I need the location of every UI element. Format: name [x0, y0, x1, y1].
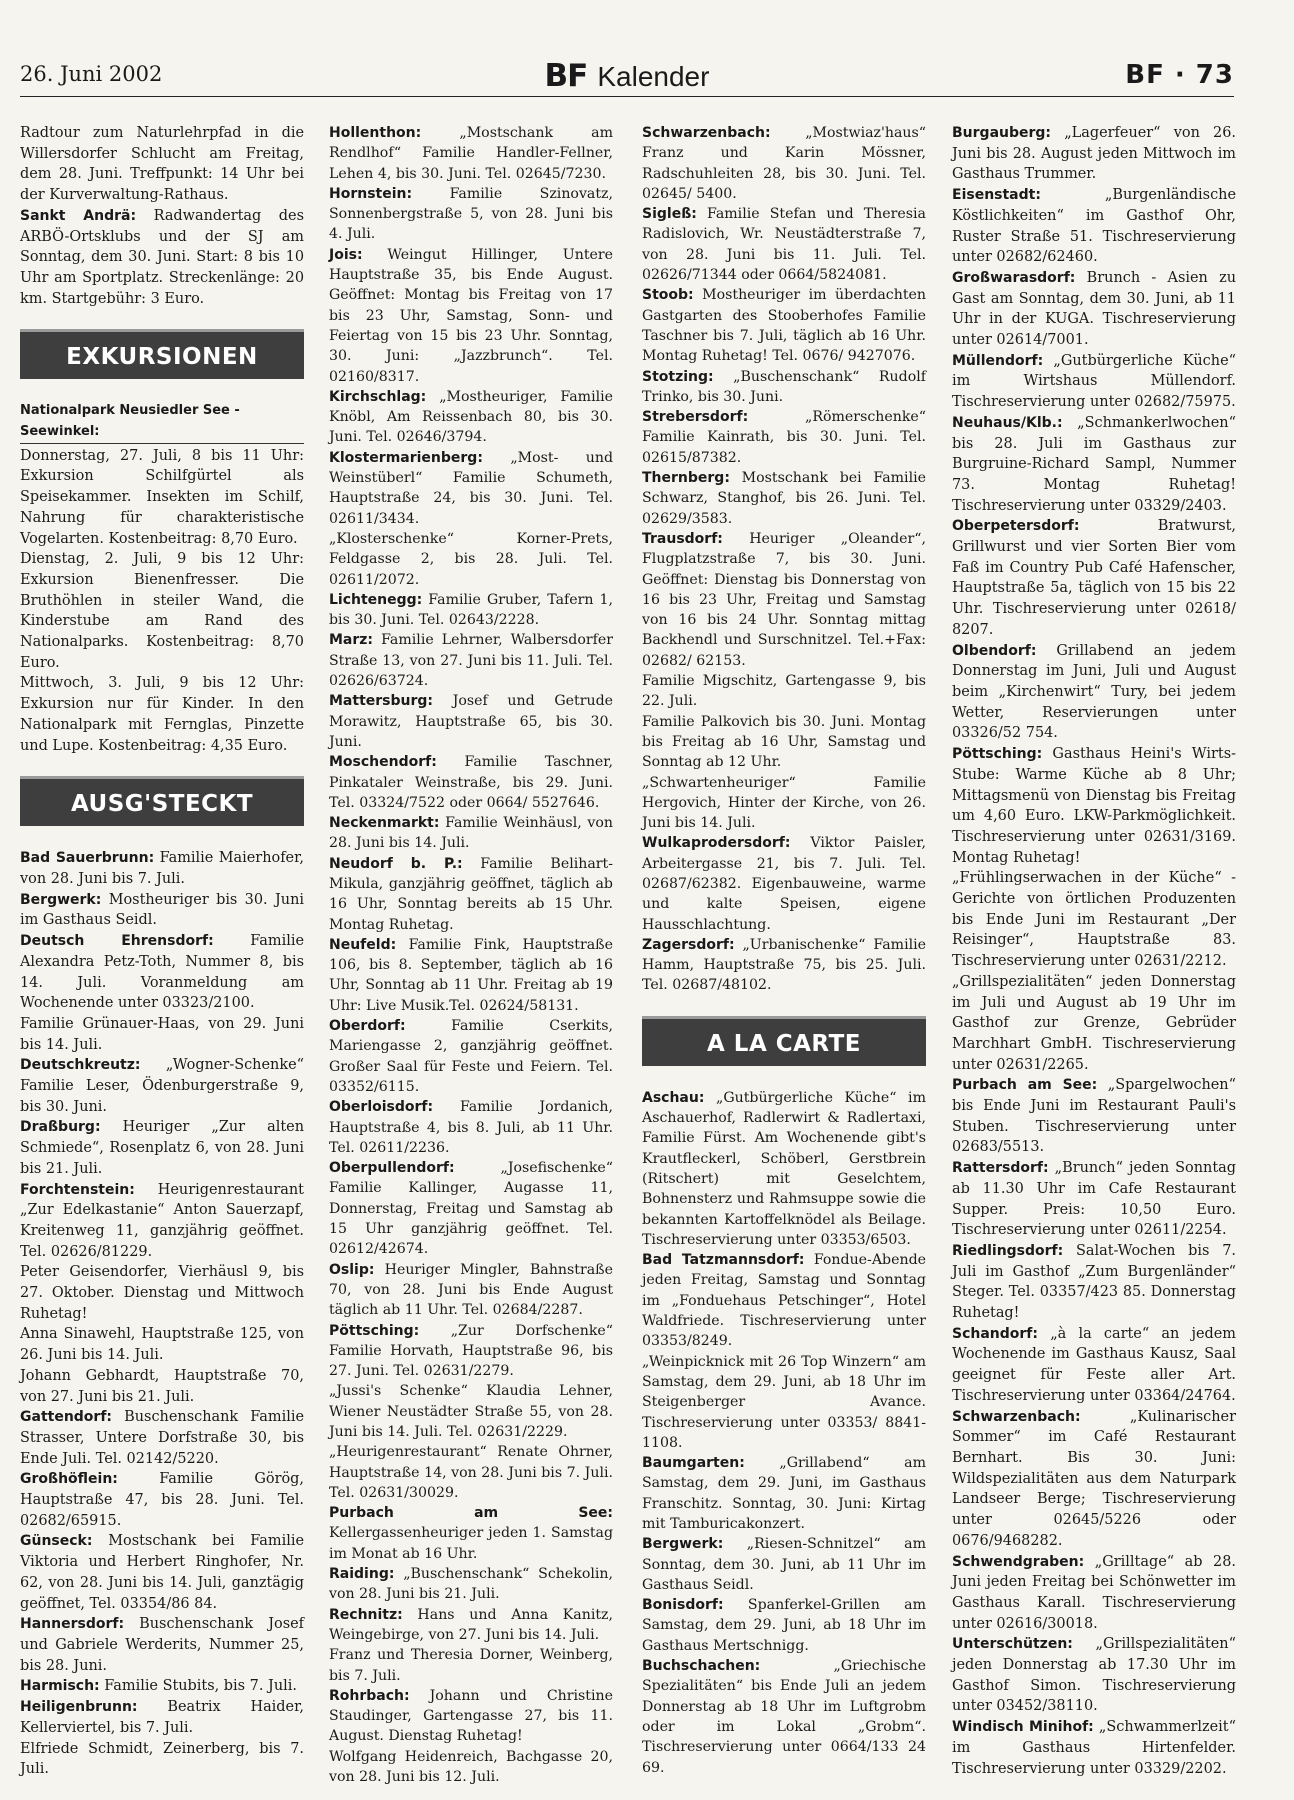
place-name: Sankt Andrä:: [20, 207, 137, 224]
list-item: Olbendorf: Grillabend an jedem Donnerstag im Juni, Juli und August beim „Kirchenwirt“ Tury, bei jedem Wetter, Reservierungen unter 03326/52 754.: [952, 642, 1236, 742]
place-name: Stotzing:: [642, 368, 714, 385]
list-item: Oberpetersdorf: Bratwurst, Grillwurst und vier Sorten Bier vom Faß im Country Pub Café Hafenscher, Hauptstraße 5a, täglich von 15 bis 22 Uhr. Tischreservierung unter 02618/ 8207.: [952, 518, 1236, 638]
place-name: Schwendgraben:: [952, 1553, 1085, 1570]
place-name: Trausdorf:: [642, 530, 723, 547]
list-item: Deutschkreutz: „Wogner-Schenke“ Familie Leser, Ödenburgerstraße 9, bis 30. Juni.: [20, 1057, 304, 1115]
place-name: Strebersdorf:: [642, 409, 749, 426]
place-name: Wulkaprodersdorf:: [642, 835, 791, 852]
place-name: Pöttsching:: [329, 1322, 420, 1339]
list-item: Schandorf: „à la carte“ an jedem Wochenende im Gasthaus Kausz, Saal geeignet für Feste aller Art. Tischreservierung unter 03364/24764.: [952, 1325, 1236, 1404]
list-item: Bonisdorf: Spanferkel-Grillen am Samstag, dem 29. Juni, ab 18 Uhr im Gasthaus Mertschnigg.: [642, 1597, 926, 1654]
list-item: Stoob: Mostheuriger im überdachten Gastgarten des Stooberhofes Familie Taschner bis 7. Juli, täglich ab 16 Uhr. Montag Ruhetag! Tel. 0676/ 9427076.: [642, 287, 926, 365]
place-name: Raiding:: [329, 1566, 395, 1583]
list-item: „Jussi's Schenke“ Klaudia Lehner, Wiener Neustädter Straße 55, von 28. Juni bis 14. Juli. Tel. 02631/2229.: [329, 1383, 613, 1440]
place-name: Neuhaus/Klb.:: [952, 414, 1063, 431]
place-name: Hannersdorf:: [20, 1616, 125, 1633]
list-item: Großwarasdorf: Brunch - Asien zu Gast am Sonntag, dem 30. Juni, ab 11 Uhr in der KUGA. Tischreservierung unter 02614/7001.: [952, 269, 1236, 349]
list-item: Purbach am See: „Spargelwochen“ bis Ende Juni im Restaurant Pauli's Stuben. Tischreservierung unter 02683/5513.: [952, 1077, 1236, 1156]
column-1: [20, 123, 304, 1780]
list-item: Neckenmarkt: Familie Weinhäusl, von 28. Juni bis 14. Juli.: [329, 815, 613, 852]
list-item: Oberpullendorf: „Josefischenke“ Familie Kallinger, Augasse 11, Donnerstag, Freitag und Samstag ab 15 Uhr ganzjährig geöffnet. Tel. 02612/42674.: [329, 1160, 613, 1258]
list-item: Burgauberg: „Lagerfeuer“ von 26. Juni bis 28. August jeden Mittwoch im Gasthaus Trummer.: [952, 125, 1236, 183]
column-3: [642, 123, 926, 1778]
place-name: Oberloisdorf:: [329, 1099, 434, 1116]
place-name: Oberpetersdorf:: [952, 518, 1080, 535]
list-item: Neufeld: Familie Fink, Hauptstraße 106, bis 8. September, täglich ab 16 Uhr, Sonntag ab 11 Uhr. Freitag ab 19 Uhr: Live Musik.Tel. 02624/58131.: [329, 936, 613, 1014]
place-name: Windisch Minihof:: [952, 1719, 1094, 1736]
list-item: „Heurigenrestaurant“ Renate Ohrner, Hauptstraße 14, von 28. Juni bis 7. Juli. Tel. 02631/30029.: [329, 1444, 613, 1501]
list-item: Radtour zum Naturlehrpfad in die Willersdorfer Schlucht am Freitag, dem 28. Juni. Treffpunkt: 14 Uhr bei der Kurverwaltung-Rathaus.: [20, 125, 304, 204]
place-name: Bergwerk:: [642, 1536, 724, 1553]
list-item: Bergwerk: „Riesen-Schnitzel“ am Sonntag, dem 30. Juni, ab 11 Uhr im Gasthaus Seidl.: [642, 1536, 926, 1593]
list-item: Schwendgraben: „Grilltage“ ab 28. Juni jeden Freitag bei Schönwetter im Gasthaus Karall. Tischreservierung unter 02616/30018.: [952, 1553, 1236, 1632]
list-item: Gattendorf: Buschenschank Familie Strasser, Untere Dorfstraße 30, bis Ende Juli. Tel. 02142/5220.: [20, 1409, 304, 1467]
list-item: Peter Geisendorfer, Vierhäusl 9, bis 27. Oktober. Dienstag und Mittwoch Ruhetag!: [20, 1264, 304, 1322]
place-name: Lichtenegg:: [329, 591, 423, 608]
place-name: Neckenmarkt:: [329, 815, 440, 832]
place-name: Oslip:: [329, 1261, 375, 1278]
list-item: Rattersdorf: „Brunch“ jeden Sonntag ab 11.30 Uhr im Cafe Restaurant Supper. Preis: 10,50 Euro. Tischreservierung unter 02611/2254.: [952, 1160, 1236, 1239]
list-item: Hannersdorf: Buschenschank Josef und Gabriele Werderits, Nummer 25, bis 28. Juni.: [20, 1616, 304, 1674]
place-name: Hornstein:: [329, 185, 413, 202]
list-item: Johann Gebhardt, Hauptstraße 70, von 27. Juni bis 21. Juli.: [20, 1367, 304, 1405]
place-name: Rohrbach:: [329, 1687, 410, 1704]
list-item: Harmisch: Familie Stubits, bis 7. Juli.: [20, 1678, 297, 1695]
place-name: Klostermarienberg:: [329, 449, 483, 466]
list-item: Neudorf b. P.: Familie Belihart-Mikula, ganzjährig geöffnet, täglich ab 16 Uhr, Sonntag bereits ab 15 Uhr. Montag Ruhetag.: [329, 855, 613, 933]
place-name: Jois:: [329, 246, 363, 263]
place-name: Moschendorf:: [329, 754, 437, 771]
list-item: Familie Grünauer-Haas, von 29. Juni bis 14. Juli.: [20, 1015, 304, 1053]
list-item: Anna Sinawehl, Hauptstraße 125, von 26. Juni bis 14. Juli.: [20, 1326, 304, 1364]
list-item: Neuhaus/Klb.: „Schmankerlwochen“ bis 28. Juli im Gasthaus zur Burgruine-Richard Sampl, Nummer 73. Montag Ruhetag! Tischreservierung unter 03329/2403.: [952, 414, 1236, 514]
list-item: Forchtenstein: Heurigenrestaurant „Zur Edelkastanie“ Anton Sauerzapf, Kreitenweg 11, ganzjährig geöffnet. Tel. 02626/81229.: [20, 1181, 304, 1260]
list-item: Hollenthon: „Mostschank am Rendlhof“ Familie Handler-Fellner, Lehen 4, bis 30. Juni. Tel. 02645/7230.: [329, 125, 613, 182]
list-item: Klostermarienberg: „Most- und Weinstüberl“ Familie Schumeth, Hauptstraße 24, bis 30. Juni. Tel. 02611/3434.: [329, 449, 613, 527]
list-item: Rohrbach: Johann und Christine Staudinger, Gartengasse 27, bis 11. August. Dienstag Ruhetag!: [329, 1687, 613, 1745]
place-name: Draßburg:: [20, 1119, 101, 1136]
place-name: Deutsch Ehrensdorf:: [20, 933, 214, 950]
place-name: Purbach am See:: [952, 1077, 1098, 1094]
list-item: Pöttsching: Gasthaus Heini's Wirts-Stube: Warme Küche ab 8 Uhr; Mittagsmenü von Dienstag bis Freitag um 4,60 Euro. LKW-Parkmöglichkeit. Tischreservierung unter 02631/3169. Montag Ruhetag!: [952, 746, 1236, 866]
section-banner-ausgsteckt: AUSG'STECKT: [20, 776, 304, 826]
page-header: [20, 58, 1234, 97]
list-item: Zagersdorf: „Urbanischenke“ Familie Hamm, Hauptstraße 75, bis 25. Juli. Tel. 02687/48102.: [642, 936, 926, 994]
list-item: Draßburg: Heuriger „Zur alten Schmiede“, Rosenplatz 6, von 28. Juni bis 21. Juli.: [20, 1119, 304, 1177]
list-item: Hornstein: Familie Szinovatz, Sonnenbergstraße 5, von 28. Juni bis 4. Juli.: [329, 185, 613, 243]
place-name: Oberpullendorf:: [329, 1160, 455, 1177]
place-name: Schwarzenbach:: [952, 1408, 1081, 1425]
list-item: Unterschützen: „Grillspezialitäten“ jeden Donnerstag ab 17.30 Uhr im Gasthof Simon. Tischreservierung unter 03452/38110.: [952, 1636, 1236, 1715]
list-item: Jois: Weingut Hillinger, Untere Hauptstraße 35, bis Ende August. Geöffnet: Montag bis Freitag von 17 bis 23 Uhr, Samstag, Sonn- und Feiertag von 15 bis 23 Uhr. Sonntag, 30. Juni: „Jazzbrunch“. Tel. 02160/8317.: [329, 246, 613, 385]
place-name: Rattersdorf:: [952, 1160, 1049, 1177]
list-item: Strebersdorf: „Römerschenke“ Familie Kainrath, bis 30. Juni. Tel. 02615/87382.: [642, 409, 926, 466]
place-name: Hollenthon:: [329, 125, 422, 141]
list-item: Stotzing: „Buschenschank“ Rudolf Trinko, bis 30. Juni.: [642, 368, 926, 405]
section-title: [20, 58, 1234, 94]
list-item: Bad Sauerbrunn: Familie Maierhofer, von 28. Juni bis 7. Juli.: [20, 850, 304, 887]
place-name: Neudorf b. P.:: [329, 855, 463, 872]
list-item: Deutsch Ehrensdorf: Familie Alexandra Petz-Toth, Nummer 8, bis 14. Juli. Voranmeldung am Wochenende unter 03323/2100.: [20, 933, 304, 1012]
place-name: Harmisch:: [20, 1678, 100, 1695]
place-name: Günseck:: [20, 1533, 93, 1550]
list-item: Sankt Andrä: Radwandertag des ARBÖ-Ortsklubs und der SJ am Sonntag, dem 30. Juni. Start: 8 bis 10 Uhr am Sportplatz. Streckenlänge: 20 km. Startgebühr: 3 Euro.: [20, 207, 304, 307]
list-item: Pöttsching: „Zur Dorfschenke“ Familie Horvath, Hauptstraße 96, bis 27. Juni. Tel. 02631/2279.: [329, 1322, 613, 1380]
place-name: Olbendorf:: [952, 642, 1037, 659]
list-item: Günseck: Mostschank bei Familie Viktoria und Herbert Ringhofer, Nr. 62, von 28. Juni bis 14. Juli, ganztägig geöffnet, Tel. 03354/86 84.: [20, 1533, 304, 1612]
list-item: Oberloisdorf: Familie Jordanich, Hauptstraße 4, bis 8. Juli, ab 11 Uhr. Tel. 02611/2236.: [329, 1099, 613, 1156]
list-item: Schwarzenbach: „Mostwiaz'haus“ Franz und Karin Mössner, Radschuhleiten 28, bis 30. Juni. Tel. 02645/ 5400.: [642, 125, 926, 202]
section-banner-a-la-carte: A LA CARTE: [642, 1016, 926, 1066]
list-item: „Schwartenheuriger“ Familie Hergovich, Hinter der Kirche, von 26. Juni bis 14. Juli.: [642, 774, 926, 832]
place-name: Purbach am See:: [329, 1505, 613, 1522]
column-4: [952, 123, 1236, 1779]
list-item: „Klosterschenke“ Korner-Prets, Feldgasse 2, bis 28. Juli. Tel. 02611/2072.: [329, 530, 613, 588]
list-item: „Frühlingserwachen in der Küche“ - Gerichte von örtlichen Produzenten bis Ende Juni im Restaurant „Der Reisinger“, Hauptstraße 83. Tischreservierung unter 02631/2212.: [952, 870, 1236, 970]
list-item: Oslip: Heuriger Mingler, Bahnstraße 70, von 28. Juni bis Ende August täglich ab 11 Uhr. Tel. 02684/2287.: [329, 1261, 613, 1319]
list-item: Bad Tatzmannsdorf: Fondue-Abende jeden Freitag, Samstag und Sonntag im „Fonduehaus Petschinger“, Hotel Waldfriede. Tischreservierung unter 03353/8249.: [642, 1252, 926, 1350]
place-name: Gattendorf:: [20, 1409, 113, 1426]
place-name: Sigleß:: [642, 206, 697, 223]
place-name: Schandorf:: [952, 1325, 1038, 1342]
place-name: Rechnitz:: [329, 1606, 403, 1623]
list-item: Windisch Minihof: „Schwammerlzeit“ im Gasthaus Hirtenfelder. Tischreservierung unter 03329/2202.: [952, 1719, 1236, 1777]
page-number: BF · 73: [1125, 60, 1234, 90]
list-item: Kirchschlag: „Mostheuriger, Familie Knöbl, Am Reissenbach 80, bis 30. Juni. Tel. 02646/3794.: [329, 388, 613, 446]
list-item: Müllendorf: „Gutbürgerliche Küche“ im Wirtshaus Müllendorf. Tischreservierung unter 02682/75975.: [952, 352, 1236, 411]
place-name: Zagersdorf:: [642, 936, 735, 953]
place-name: Baumgarten:: [642, 1455, 745, 1472]
list-item: Trausdorf: Heuriger „Oleander“, Flugplatzstraße 7, bis 30. Juni. Geöffnet: Dienstag bis Donnerstag von 16 bis 23 Uhr, Freitag und Samstag von 16 bis 24 Uhr. Sonntag mittag Backhendl und Surschnitzel. Tel.+Fax: 02682/ 62153.: [642, 530, 926, 669]
list-item: Schwarzenbach: „Kulinarischer Sommer“ im Café Restaurant Bernhart. Bis 30. Juni: Wildspezialitäten aus dem Naturpark Landseer Berge; Tischreservierung unter 02645/5226 oder 0676/9468282.: [952, 1408, 1236, 1549]
place-name: Stoob:: [642, 287, 694, 304]
place-name: Müllendorf:: [952, 352, 1044, 369]
list-item: Baumgarten: „Grillabend“ am Samstag, dem 29. Juni, im Gasthaus Franschitz. Sonntag, 30. Juni: Kirtag mit Tamburicakonzert.: [642, 1455, 926, 1532]
place-name: Unterschützen:: [952, 1636, 1073, 1653]
list-item: Familie Migschitz, Gartengasse 9, bis 22. Juli.: [642, 673, 926, 710]
place-name: Bad Tatzmannsdorf:: [642, 1252, 805, 1269]
issue-date: 26. Juni 2002: [20, 62, 163, 86]
list-item: Franz und Theresia Dorner, Weinberg, bis 7. Juli.: [329, 1647, 613, 1684]
bf-logo: BF: [544, 58, 588, 94]
list-item: Purbach am See: Kellergassenheuriger jeden 1. Samstag im Monat ab 16 Uhr.: [329, 1505, 613, 1562]
place-name: Burgauberg:: [952, 125, 1052, 141]
list-item: Bergwerk: Mostheuriger bis 30. Juni im Gasthaus Seidl.: [20, 891, 304, 929]
place-name: Thernberg:: [642, 470, 730, 487]
place-name: Pöttsching:: [952, 746, 1043, 763]
list-item: Buchschachen: „Griechische Spezialitäten“ bis Ende Juli an jedem Donnerstag ab 18 Uhr im Luftgrobm oder im Lokal „Grobm“. Tischreservierung unter 0664/133 24 69.: [642, 1658, 926, 1776]
place-name: Bad Sauerbrunn:: [20, 850, 155, 867]
list-item: Lichtenegg: Familie Gruber, Tafern 1, bis 30. Juni. Tel. 02643/2228.: [329, 591, 613, 629]
place-name: Buchschachen:: [642, 1658, 761, 1675]
list-item: Thernberg: Mostschank bei Familie Schwarz, Stanghof, bis 26. Juni. Tel. 02629/3583.: [642, 470, 926, 527]
place-name: Forchtenstein:: [20, 1181, 135, 1198]
place-name: Bonisdorf:: [642, 1597, 724, 1614]
list-item: Raiding: „Buschenschank“ Schekolin, von 28. Juni bis 21. Juli.: [329, 1566, 613, 1603]
place-name: Schwarzenbach:: [642, 125, 771, 141]
section-title-text: Kalender: [597, 61, 710, 92]
place-name: Großhöflein:: [20, 1471, 118, 1488]
list-item: „Weinpicknick mit 26 Top Winzern“ am Samstag, dem 29. Juni, ab 18 Uhr im Steigenberger Avance. Tischreservierung unter 03353/ 8841-1108.: [642, 1353, 926, 1451]
place-name: Neufeld:: [329, 936, 397, 953]
list-item: Aschau: „Gutbürgerliche Küche“ im Aschauerhof, Radlerwirt & Radlertaxi, Familie Fürst. Am Wochenende gibt's Krautfleckerl, Schöberl, Gerstbrein (Ritschert) mit Geselchtem, Bohnensterz und Rahmsuppe sowie die bekannten Kartoffelknödel als Beilage. Tischreservierung unter 03353/6503.: [642, 1089, 926, 1248]
list-item: Familie Palkovich bis 30. Juni. Montag bis Freitag ab 16 Uhr, Samstag und Sonntag ab 12 Uhr.: [642, 713, 926, 771]
column-2: [329, 123, 613, 1787]
place-name: Kirchschlag:: [329, 388, 427, 405]
list-item: Großhöflein: Familie Görög, Hauptstraße 47, bis 28. Juni. Tel. 02682/65915.: [20, 1471, 304, 1529]
list-item: Wolfgang Heidenreich, Bachgasse 20, von 28. Juni bis 12. Juli.: [329, 1748, 613, 1786]
list-item: Elfriede Schmidt, Zeinerberg, bis 7. Juli.: [20, 1740, 304, 1778]
list-item: Mattersburg: Josef und Getrude Morawitz, Hauptstraße 65, bis 30. Juni.: [329, 693, 613, 750]
list-item: „Grillspezialitäten“ jeden Donnerstag im Juli und August ab 19 Uhr im Gasthof zur Grenze, Gebrüder Marchhart GmbH. Tischreservierung unter 02631/2265.: [952, 973, 1236, 1073]
place-name: Großwarasdorf:: [952, 269, 1076, 286]
place-name: Deutschkreutz:: [20, 1057, 141, 1074]
list-item: Eisenstadt: „Burgenländische Köstlichkeiten“ im Gasthof Ohr, Ruster Straße 51. Tischreservierung unter 02682/62460.: [952, 187, 1236, 266]
place-name: Mattersburg:: [329, 693, 434, 710]
place-name: Marz:: [329, 632, 374, 649]
place-name: Heiligenbrunn:: [20, 1699, 138, 1716]
place-name: Aschau:: [642, 1089, 705, 1106]
list-item: Mittwoch, 3. Juli, 9 bis 12 Uhr: Exkursion nur für Kinder. In den Nationalpark mit Fernglas, Pinzette und Lupe. Kostenbeitrag: 4,35 Euro.: [20, 675, 304, 754]
list-item: Oberdorf: Familie Cserkits, Mariengasse 2, ganzjährig geöffnet. Großer Saal für Feste und Feiern. Tel. 03352/6115.: [329, 1018, 613, 1095]
list-item: Wulkaprodersdorf: Viktor Paisler, Arbeitergasse 21, bis 7. Juli. Tel. 02687/62382. Eigenbauweine, warme und kalte Speisen, eigene Hausschlachtung.: [642, 835, 926, 933]
place-name: Eisenstadt:: [952, 187, 1041, 204]
list-item: Heiligenbrunn: Beatrix Haider, Kellerviertel, bis 7. Juli.: [20, 1699, 304, 1736]
place-name: Oberdorf:: [329, 1018, 406, 1035]
list-item: Donnerstag, 27. Juli, 8 bis 11 Uhr: Exkursion Schilfgürtel als Speisekammer. Insekten im Schilf, Nahrung für charakteristische Vogelarten. Kostenbeitrag: 8,70 Euro.: [20, 447, 304, 547]
list-item: Riedlingsdorf: Salat-Wochen bis 7. Juli im Gasthof „Zum Burgenländer“ Steger. Tel. 03357/423 85. Donnerstag Ruhetag!: [952, 1242, 1236, 1322]
list-item: Rechnitz: Hans und Anna Kanitz, Weingebirge, von 27. Juni bis 14. Juli.: [329, 1606, 613, 1643]
list-item: Sigleß: Familie Stefan und Theresia Radislovich, Wr. Neustädterstraße 7, von 28. Juni bis 11. Juli. Tel. 02626/71344 oder 0664/5824081.: [642, 206, 926, 284]
list-item: Marz: Familie Lehrner, Walbersdorfer Straße 13, von 27. Juni bis 11. Juli. Tel. 02626/63724.: [329, 632, 613, 690]
place-name: Riedlingsdorf:: [952, 1242, 1064, 1259]
place-name: Bergwerk:: [20, 891, 102, 908]
section-banner-exkursionen: EXKURSIONEN: [20, 329, 304, 379]
list-item: Dienstag, 2. Juli, 9 bis 12 Uhr: Exkursion Bienenfresser. Die Bruthöhlen in steiler Wand, die Kinderstube am Rand des Nationalparks. Kostenbeitrag: 8,70 Euro.: [20, 551, 304, 671]
section-subheading: Nationalpark Neusiedler See - Seewinkel:: [20, 401, 304, 443]
list-item: Moschendorf: Familie Taschner, Pinkataler Weinstraße, bis 29. Juni. Tel. 03324/7522 oder 0664/ 5527646.: [329, 754, 613, 811]
